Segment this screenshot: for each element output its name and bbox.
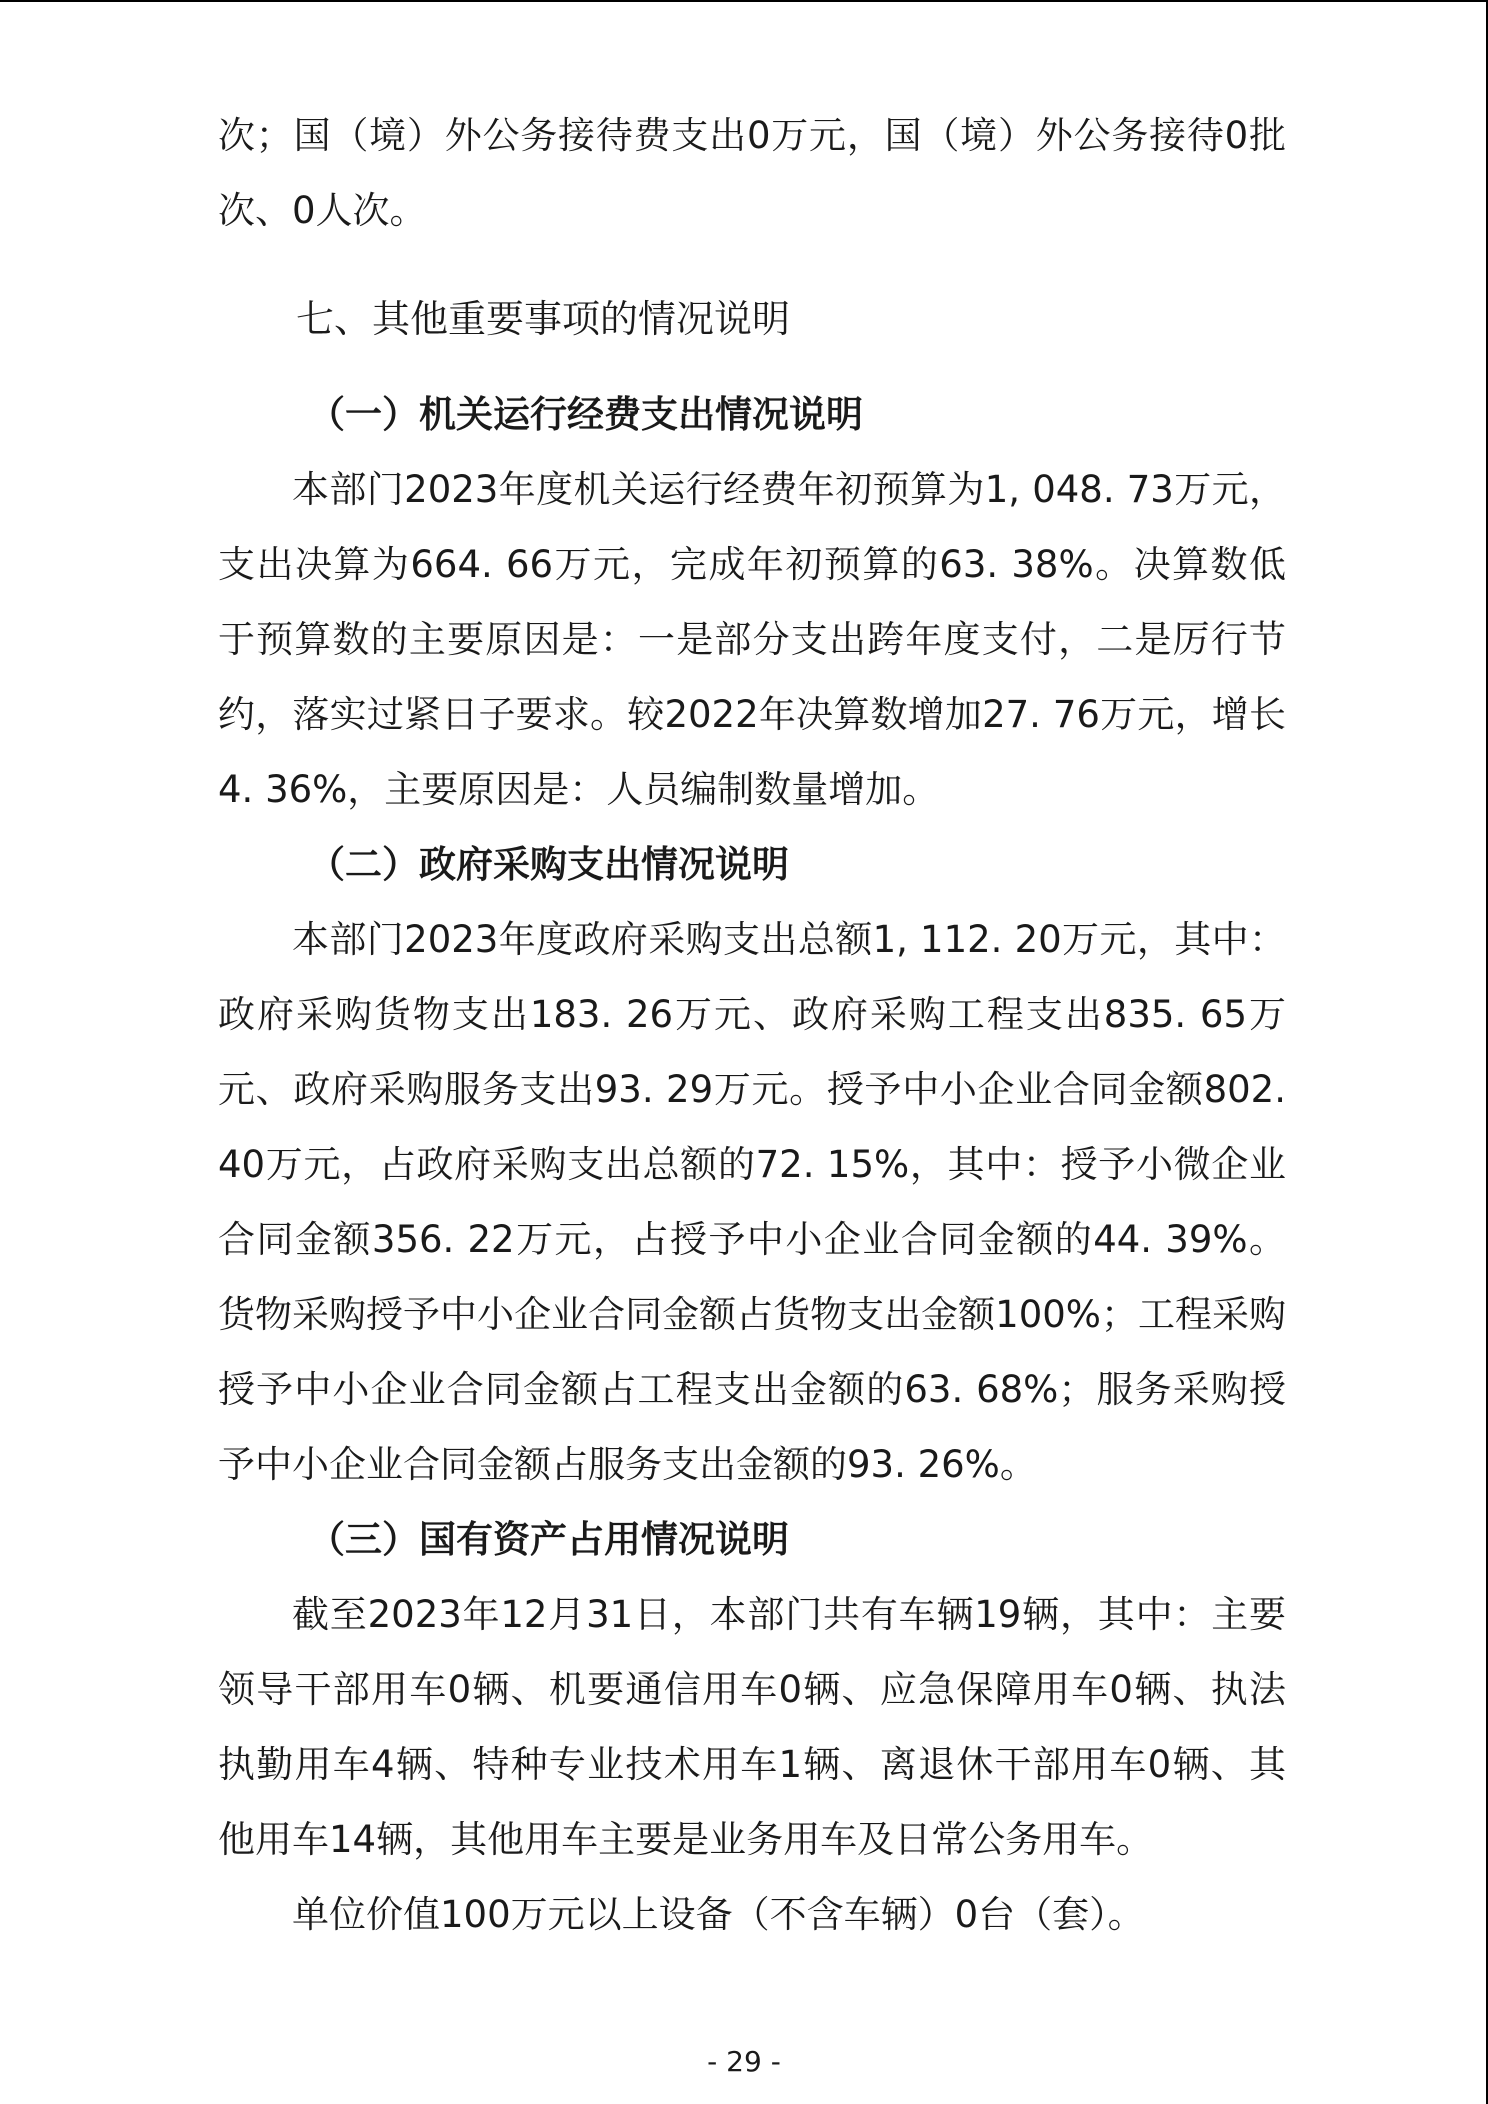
document-body bbox=[218, 98, 1286, 1952]
subsection-heading-3: （三）国有资产占用情况说明 bbox=[308, 1518, 789, 1561]
paragraph-equipment: 单位价值100万元以上设备（不含车辆）0台（套）。 bbox=[292, 1893, 1145, 1936]
page-number: - 29 - bbox=[707, 2045, 781, 2078]
subsection-heading-1: （一）机关运行经费支出情况说明 bbox=[308, 393, 863, 436]
paragraph-vehicles: 截至2023年12月31日，本部门共有车辆19辆，其中：主要领导干部用车0辆、机要通信用车0辆、应急保障用车0辆、执法执勤用车4辆、特种专业技术用车1辆、离退休干部用车0辆、其他用车14辆，其他用车主要是业务用车及日常公务用车。 bbox=[218, 1593, 1286, 1861]
page-top-border bbox=[0, 0, 1488, 2]
paragraph-operating-expenses: 本部门2023年度机关运行经费年初预算为1, 048. 73万元，支出决算为664. 66万元，完成年初预算的63. 38%。决算数低于预算数的主要原因是：一是部分支出跨年度支付，二是厉行节约，落实过紧日子要求。较2022年决算数增加27. 76万元，增长4. 36%，主要原因是：人员编制数量增加。 bbox=[218, 468, 1286, 811]
continued-paragraph: 次；国（境）外公务接待费支出0万元，国（境）外公务接待0批次、0人次。 bbox=[218, 114, 1286, 232]
section-heading: 七、其他重要事项的情况说明 bbox=[296, 297, 791, 341]
paragraph-government-procurement: 本部门2023年度政府采购支出总额1, 112. 20万元，其中：政府采购货物支出183. 26万元、政府采购工程支出835. 65万元、政府采购服务支出93. 29万元。授予中小企业合同金额802. 40万元，占政府采购支出总额的72. 15%，其中：授予小微企业合同金额356. 22万元，占授予中小企业合同金额的44. 39%。货物采购授予中小企业合同金额占货物支出金额100%；工程采购授予中小企业合同金额占工程支出金额的63. 68%；服务采购授予中小企业合同金额占服务支出金额的93. 26%。 bbox=[218, 918, 1286, 1486]
subsection-heading-2: （二）政府采购支出情况说明 bbox=[308, 843, 789, 886]
